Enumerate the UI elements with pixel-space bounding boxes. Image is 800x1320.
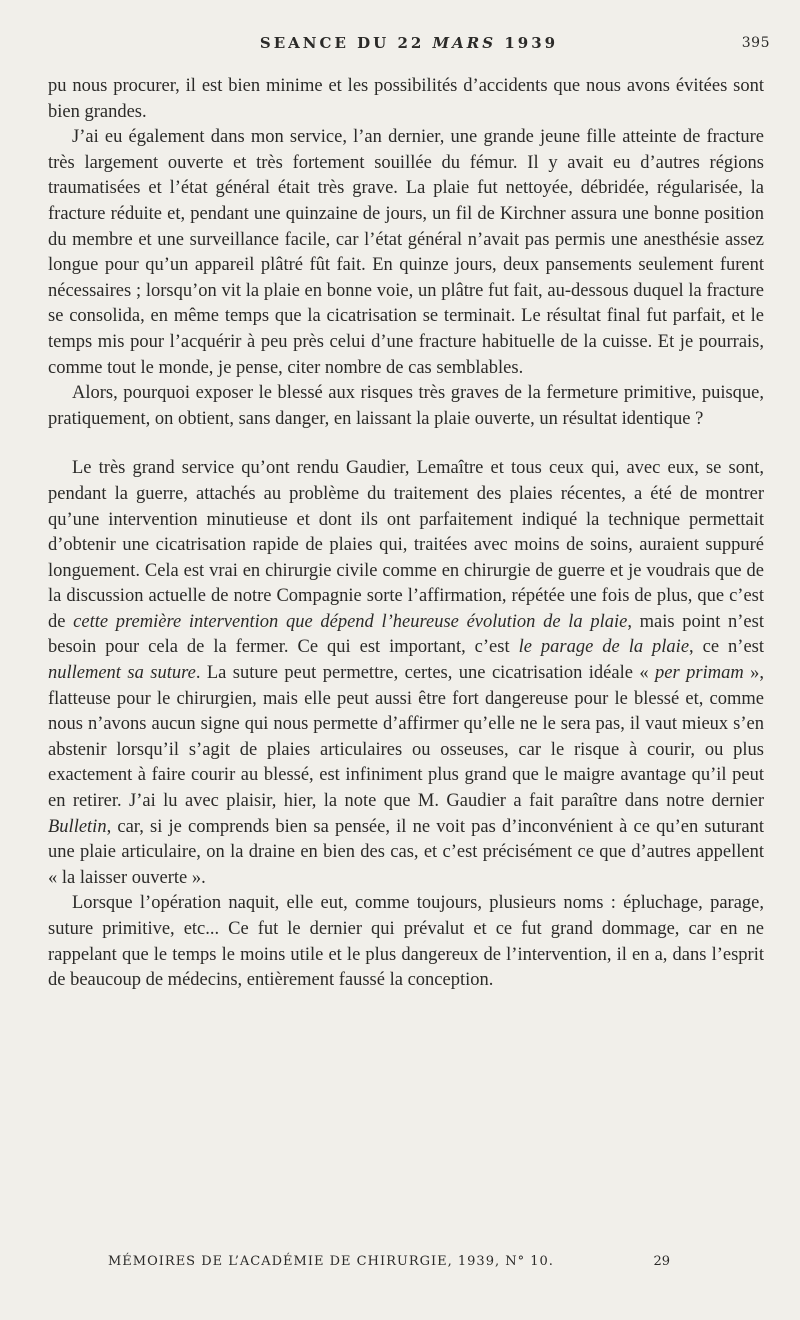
- paragraph-5: [48, 891, 764, 993]
- journal-citation: MÉMOIRES DE L’ACADÉMIE DE CHIRURGIE, 1939, N° 10.: [108, 1254, 554, 1269]
- text-run: , ce n’est: [689, 637, 764, 658]
- italic-phrase: nullement sa suture: [48, 663, 196, 684]
- title-month: MARS: [432, 34, 497, 52]
- text-run: , car, si je comprends bien sa pensée, il ne voit pas d’inconvénient à ce qu’en suturant une plaie articulaire, on la draine en bien des cas, et c’est précisément ce que d’autres appellent « la laisser ouverte ».: [48, 816, 764, 888]
- title-year: 1939: [496, 34, 559, 52]
- text-run: Le très grand service qu’ont rendu Gaudier, Lemaître et tous ceux qui, avec eux, se sont, pendant la guerre, attachés au problème du traitement des plaies récentes, a été de montrer qu’une intervention minutieuse et dont ils ont parfaitement indiqué la technique permettait d’obtenir une cicatrisation rapide de plaies qui, traitées avec moins de soins, auraient suppuré longuement. Cela est vrai en chirurgie civile comme en chirurgie de guerre et je voudrais que de la discussion actuelle de notre Compagnie sorte l’affirmation, répétée une fois de plus, que c’est de: [48, 458, 764, 632]
- text-run: Alors, pourquoi exposer le blessé aux risques très graves de la fermeture primitive, puisque, pratiquement, on obtient, sans danger, en laissant la plaie ouverte, un résultat identique ?: [48, 383, 764, 429]
- italic-phrase: per primam: [655, 663, 744, 684]
- running-title: [48, 34, 770, 52]
- page-number: 395: [741, 35, 770, 51]
- title-day: 22: [397, 34, 433, 52]
- paragraph-1: [48, 74, 764, 125]
- paragraph-4: [48, 456, 764, 891]
- article-body: [48, 74, 764, 994]
- text-run: », flatteuse pour le chirurgien, mais elle peut aussi être fort dangereuse pour le blessé et, comme nous n’avons aucun signe qui nous permette d’affirmer qu’elle ne le sera pas, il vaut mieux s’en abstenir lorsqu’il s’agit de plaies articulaires ou osseuses, car le risque à courir, ou plus exactement à faire courir au blessé, est infiniment plus grand que le maigre avantage qu’il peut en retirer. J’ai lu avec plaisir, hier, la note que M. Gaudier a fait paraître dans notre dernier: [48, 663, 764, 812]
- italic-phrase: cette première intervention que dépend l’heureuse évolution de la plaie: [73, 611, 628, 632]
- text-run: pu nous procurer, il est bien minime et les possibilités d’accidents que nous avons évitées sont bien grandes.: [48, 76, 764, 122]
- paragraph-2: [48, 125, 764, 381]
- title-session: SEANCE DU: [259, 34, 398, 52]
- paragraph-3: [48, 381, 764, 432]
- italic-phrase: Bulletin: [48, 816, 107, 837]
- page-footer: [108, 1254, 670, 1274]
- running-header: [48, 34, 770, 58]
- signature-mark: 29: [653, 1254, 670, 1269]
- text-run: Lorsque l’opération naquit, elle eut, comme toujours, plusieurs noms : épluchage, parage, suture primitive, etc... Ce fut le dernier qui prévalut et ce fut grand dommage, car en ne rappelant que le temps le moins utile et le plus dangereux de l’intervention, il en a, dans l’esprit de beaucoup de médecins, entièrement faussé la conception.: [48, 893, 764, 991]
- text-run: , mais point n’est besoin pour cela de la fermer. Ce qui est important, c’est: [48, 611, 764, 658]
- text-run: J’ai eu également dans mon service, l’an dernier, une grande jeune fille atteinte de fracture très largement ouverte et très fortement souillée du fémur. Il y avait eu d’autres régions traumatisées et l’état général était très grave. La plaie fut nettoyée, débridée, régularisée, la fracture réduite et, pendant une quinzaine de jours, un fil de Kirchner assura une bonne position du membre et une surveillance facile, car l’état général n’avait pas permis une anesthésie assez longue pour qu’un appareil plâtré fût fait. En quinze jours, deux pansements seulement furent nécessaires ; lorsqu’on vit la plaie en bonne voie, un plâtre fut fait, au-dessous duquel la fracture se consolida, en même temps que la cicatrisation se terminait. Le résultat final fut parfait, et le temps mis pour l’acquérir à peu près celui d’une fracture habituelle de la cuisse. Et je pourrais, comme tout le monde, je pense, citer nombre de cas semblables.: [48, 127, 764, 378]
- text-run: . La suture peut permettre, certes, une cicatrisation idéale «: [195, 663, 656, 684]
- italic-phrase: le parage de la plaie: [518, 637, 690, 658]
